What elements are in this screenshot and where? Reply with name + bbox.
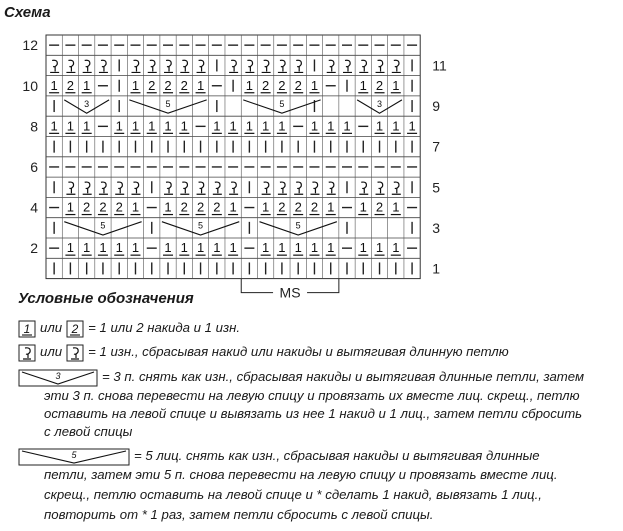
stitch-cell <box>262 60 271 72</box>
stitch-cell <box>375 200 385 215</box>
yarn-over-count: 2 <box>115 199 123 215</box>
stitch-cell <box>261 200 271 215</box>
stitch-cell <box>375 118 385 133</box>
stitch-cell <box>342 118 352 133</box>
stitch-cell <box>130 200 140 215</box>
stitch-cell <box>228 240 238 255</box>
row-number: 5 <box>432 179 441 196</box>
yarn-over-count: 2 <box>99 199 107 215</box>
legend-box-number: 1 <box>23 321 31 336</box>
row-number: 3 <box>432 219 441 236</box>
stitch-cell <box>309 118 319 133</box>
stitch-cell <box>326 240 336 255</box>
stitch-cell <box>293 240 303 255</box>
legend-symbol-icon <box>18 320 36 338</box>
elongated-stitch-mark <box>376 182 385 194</box>
yarn-over-count: 1 <box>164 240 172 256</box>
yarn-over-count: 1 <box>83 77 91 93</box>
yarn-over-count: 1 <box>408 118 416 134</box>
stitch-cell <box>114 200 124 215</box>
stitch-cell <box>180 60 189 72</box>
stitch-cell <box>115 182 124 194</box>
stitch-cell <box>376 182 385 194</box>
stitch-cell <box>83 182 92 194</box>
legend-item <box>18 318 240 338</box>
yarn-over-count: 1 <box>66 199 75 215</box>
legend-separator: или <box>40 344 63 359</box>
yarn-over-count: 2 <box>196 199 205 215</box>
yarn-over-count: 1 <box>245 77 253 93</box>
yarn-over-count: 2 <box>294 199 302 215</box>
yarn-over-count: 1 <box>359 199 367 215</box>
stitch-cell <box>65 78 75 93</box>
stitch-cell <box>294 60 303 72</box>
elongated-stitch-mark <box>376 60 385 72</box>
stitch-cell <box>293 200 303 215</box>
legend-decrease-icon <box>18 369 98 387</box>
legend-continuation <box>44 485 542 504</box>
decrease-bracket <box>129 99 206 113</box>
legend-text: = 1 изн., сбрасывая накид или накиды и вытягивая длинную петлю <box>88 344 509 359</box>
legend-text: = 1 или 2 накида и 1 изн. <box>88 320 241 335</box>
repeat-label: MS <box>279 284 301 301</box>
elongated-stitch-mark <box>164 182 173 194</box>
yarn-over-count: 1 <box>392 240 400 256</box>
elongated-stitch-mark <box>278 60 287 72</box>
elongated-stitch-mark <box>392 182 401 194</box>
stitch-cell <box>213 182 222 194</box>
stitch-cell <box>261 78 271 93</box>
elongated-stitch-mark <box>262 182 271 194</box>
yarn-over-count: 1 <box>83 118 91 134</box>
yarn-over-count: 1 <box>245 118 253 134</box>
yarn-over-count: 2 <box>278 77 286 93</box>
yarn-over-count: 1 <box>148 118 156 134</box>
yarn-over-count: 1 <box>327 199 335 215</box>
legend-title: Условные обозначения <box>18 290 194 307</box>
stitch-cell <box>99 182 108 194</box>
stitch-cell <box>326 118 336 133</box>
stitch-cell <box>65 200 75 215</box>
decrease-bracket <box>162 221 239 235</box>
stitch-cell <box>98 240 108 255</box>
yarn-over-count: 1 <box>131 77 140 93</box>
legend-text: с левой спицы <box>44 424 133 439</box>
yarn-over-count: 2 <box>180 77 188 93</box>
stitch-cell <box>130 118 140 133</box>
stitch-cell <box>375 240 385 255</box>
decrease-count: 3 <box>84 98 90 109</box>
legend-text: повторить от * 1 раз, затем петли сбросить с левой спицы. <box>44 507 434 522</box>
yarn-over-count: 1 <box>164 199 172 215</box>
stitch-cell <box>359 60 368 72</box>
stitch-cell <box>277 200 287 215</box>
stitch-cell <box>229 60 238 72</box>
elongated-stitch-mark <box>66 182 75 194</box>
legend-continuation <box>44 422 132 441</box>
decrease-count: 5 <box>100 220 106 231</box>
legend-text: = 5 лиц. снять как изн., сбрасывая накиды и вытягивая длинные <box>134 448 540 463</box>
stitch-cell <box>82 200 92 215</box>
stitch-cell <box>65 240 75 255</box>
decrease-count: 3 <box>377 98 383 109</box>
yarn-over-count: 1 <box>213 240 221 256</box>
stitch-cell <box>82 118 92 133</box>
legend-separator: или <box>40 320 63 335</box>
decrease-count: 5 <box>295 220 301 231</box>
legend-continuation <box>44 465 558 484</box>
yarn-over-count: 1 <box>196 77 205 93</box>
legend-symbol-icon <box>18 344 36 362</box>
stitch-cell <box>391 78 401 93</box>
stitch-cell <box>163 240 173 255</box>
decrease-bracket <box>243 99 320 113</box>
stitch-cell <box>180 182 189 194</box>
stitch-cell <box>358 78 368 93</box>
elongated-stitch-mark <box>66 60 75 72</box>
stitch-cell <box>131 60 140 72</box>
decrease-count: 3 <box>55 370 61 381</box>
stitch-cell <box>163 78 173 93</box>
stitch-cell <box>163 118 173 133</box>
legend-text: = 3 п. снять как изн., сбрасывая накиды и вытягивая длинные петли, затем <box>102 369 584 384</box>
yarn-over-count: 1 <box>229 240 237 256</box>
decrease-count: 5 <box>198 220 204 231</box>
elongated-stitch-mark <box>245 60 254 72</box>
elongated-stitch-mark <box>180 60 189 72</box>
yarn-over-count: 1 <box>115 240 123 256</box>
yarn-over-count: 1 <box>392 118 400 134</box>
row-number: 10 <box>22 77 38 94</box>
stitch-cell <box>114 240 124 255</box>
yarn-over-count: 1 <box>392 77 400 93</box>
stitch-cell <box>310 182 319 194</box>
stitch-cell <box>359 182 368 194</box>
stitch-cell <box>148 60 157 72</box>
yarn-over-count: 1 <box>66 118 75 134</box>
stitch-cell <box>407 118 417 133</box>
stitch-cell <box>391 240 401 255</box>
stitch-cell <box>196 78 206 93</box>
row-number: 1 <box>432 260 441 277</box>
yarn-over-count: 1 <box>99 240 107 256</box>
yarn-over-count: 2 <box>83 199 91 215</box>
stitch-cell <box>179 200 189 215</box>
stitch-cell <box>196 200 206 215</box>
legend-continuation <box>44 505 433 524</box>
yarn-over-count: 1 <box>262 199 270 215</box>
stitch-cell <box>327 60 336 72</box>
legend-box-number: 2 <box>71 321 79 336</box>
yarn-over-count: 1 <box>131 118 140 134</box>
stitch-cell <box>99 60 108 72</box>
stitch-cell <box>50 60 59 72</box>
stitch-cell <box>358 200 368 215</box>
stitch-cell <box>327 182 336 194</box>
stitch-cell <box>98 200 108 215</box>
stitch-cell <box>244 118 254 133</box>
yarn-over-count: 1 <box>375 240 384 256</box>
elongated-stitch-mark <box>327 182 336 194</box>
stitch-cell <box>244 78 254 93</box>
elongated-stitch-mark <box>99 60 108 72</box>
elongated-stitch-mark <box>131 182 140 194</box>
stitch-cell <box>82 240 92 255</box>
stitch-cell <box>293 78 303 93</box>
row-number: 4 <box>30 199 38 216</box>
elongated-stitch-mark <box>115 182 124 194</box>
elongated-stitch-mark <box>229 182 238 194</box>
decrease-bracket <box>64 221 141 235</box>
yarn-over-count: 2 <box>262 77 270 93</box>
stitch-cell <box>261 240 271 255</box>
elongated-stitch-mark <box>278 182 287 194</box>
chart-title: Схема <box>4 4 51 21</box>
yarn-over-count: 1 <box>278 118 286 134</box>
stitch-cell <box>278 60 287 72</box>
stitch-cell <box>262 182 271 194</box>
elongated-stitch-mark <box>343 60 352 72</box>
stitch-cell <box>294 182 303 194</box>
elongated-stitch-mark <box>50 60 59 72</box>
elongated-stitch-mark <box>359 182 368 194</box>
row-number: 12 <box>22 37 38 54</box>
stitch-cell <box>163 200 173 215</box>
stitch-cell <box>197 182 206 194</box>
stitch-cell <box>278 182 287 194</box>
stitch-cell <box>277 78 287 93</box>
yarn-over-count: 2 <box>164 77 172 93</box>
stitch-cell <box>277 118 287 133</box>
legend-item <box>18 446 540 466</box>
legend-text: эти 3 п. снова перевести на левую спицу и провязать их вместе лиц. скрещ., петлю <box>44 388 580 403</box>
row-number: 9 <box>432 98 441 115</box>
stitch-cell <box>229 182 238 194</box>
stitch-cell <box>277 240 287 255</box>
yarn-over-count: 1 <box>359 77 367 93</box>
stitch-cell <box>309 200 319 215</box>
elongated-stitch-mark <box>148 60 157 72</box>
stitch-cell <box>196 240 206 255</box>
yarn-over-count: 1 <box>310 240 319 256</box>
yarn-over-count: 2 <box>310 199 319 215</box>
yarn-over-count: 1 <box>327 118 335 134</box>
yarn-over-count: 1 <box>131 240 140 256</box>
stitch-cell <box>261 118 271 133</box>
yarn-over-count: 1 <box>229 199 237 215</box>
elongated-stitch-mark <box>180 182 189 194</box>
legend-decrease-icon <box>18 448 130 466</box>
stitch-cell <box>164 60 173 72</box>
stitch-cell <box>228 200 238 215</box>
yarn-over-count: 1 <box>83 240 91 256</box>
legend-text: петли, затем эти 5 п. снова перевести на левую спицу и провязать вместе лиц. <box>44 467 558 482</box>
stitch-cell <box>358 240 368 255</box>
elongated-stitch-mark <box>83 182 92 194</box>
stitch-cell <box>228 118 238 133</box>
yarn-over-count: 1 <box>327 240 335 256</box>
stitch-cell <box>147 78 157 93</box>
stitch-cell <box>212 118 222 133</box>
stitch-cell <box>164 182 173 194</box>
elongated-stitch-mark <box>327 60 336 72</box>
stitch-cell <box>392 60 401 72</box>
yarn-over-count: 2 <box>148 77 156 93</box>
yarn-over-count: 1 <box>50 118 58 134</box>
stitch-cell <box>376 60 385 72</box>
decrease-count: 5 <box>71 449 77 460</box>
decrease-count: 5 <box>165 98 171 109</box>
yarn-over-count: 2 <box>294 77 302 93</box>
yarn-over-count: 2 <box>375 77 384 93</box>
elongated-stitch-mark <box>294 60 303 72</box>
yarn-over-count: 1 <box>180 118 188 134</box>
yarn-over-count: 1 <box>262 118 270 134</box>
stitch-cell <box>197 60 206 72</box>
stitch-cell <box>83 60 92 72</box>
legend-text: скрещ., петлю оставить на левой спице и * сделать 1 накид, вывязать 1 лиц., <box>44 487 542 502</box>
elongated-stitch-mark <box>164 60 173 72</box>
legend-symbol-icon <box>66 320 84 338</box>
elongated-stitch-mark <box>310 182 319 194</box>
yarn-over-count: 1 <box>392 199 400 215</box>
stitch-cell <box>49 118 59 133</box>
yarn-over-count: 2 <box>66 77 75 93</box>
yarn-over-count: 1 <box>359 240 367 256</box>
stitch-cell <box>49 78 59 93</box>
decrease-bracket <box>260 221 337 235</box>
stitch-cell <box>65 118 75 133</box>
stitch-cell <box>179 240 189 255</box>
yarn-over-count: 1 <box>180 240 188 256</box>
stitch-cell <box>326 200 336 215</box>
stitch-cell <box>114 118 124 133</box>
stitch-cell <box>343 60 352 72</box>
elongated-stitch-mark <box>213 182 222 194</box>
elongated-stitch-mark <box>197 182 206 194</box>
stitch-cell <box>147 118 157 133</box>
elongated-stitch-mark <box>99 182 108 194</box>
stitch-cell <box>131 182 140 194</box>
yarn-over-count: 1 <box>294 240 302 256</box>
legend-continuation <box>44 386 580 405</box>
stitch-cell <box>245 60 254 72</box>
yarn-over-count: 1 <box>50 77 58 93</box>
yarn-over-count: 2 <box>180 199 188 215</box>
yarn-over-count: 1 <box>66 240 75 256</box>
yarn-over-count: 1 <box>343 118 351 134</box>
yarn-over-count: 1 <box>115 118 123 134</box>
decrease-bracket <box>357 99 402 113</box>
decrease-bracket <box>64 99 109 113</box>
stitch-cell <box>66 60 75 72</box>
stitch-cell <box>309 240 319 255</box>
elongated-stitch-mark <box>83 60 92 72</box>
yarn-over-count: 1 <box>262 240 270 256</box>
elongated-stitch-mark <box>392 60 401 72</box>
yarn-over-count: 1 <box>375 118 384 134</box>
elongated-stitch-mark <box>262 60 271 72</box>
legend-item <box>18 367 584 387</box>
stitch-cell <box>179 118 189 133</box>
yarn-over-count: 2 <box>213 199 221 215</box>
yarn-over-count: 1 <box>310 77 319 93</box>
stitch-cell <box>212 240 222 255</box>
elongated-stitch-mark <box>294 182 303 194</box>
stitch-cell <box>130 240 140 255</box>
yarn-over-count: 1 <box>229 118 237 134</box>
elongated-stitch-mark <box>197 60 206 72</box>
stitch-cell <box>309 78 319 93</box>
yarn-over-count: 1 <box>278 240 286 256</box>
yarn-over-count: 1 <box>131 199 140 215</box>
yarn-over-count: 2 <box>278 199 286 215</box>
stitch-cell <box>375 78 385 93</box>
stitch-cell <box>82 78 92 93</box>
yarn-over-count: 1 <box>213 118 221 134</box>
stitch-cell <box>392 182 401 194</box>
stitch-cell <box>130 78 140 93</box>
elongated-stitch-mark <box>229 60 238 72</box>
yarn-over-count: 1 <box>164 118 172 134</box>
legend-text: оставить на левой спице и вывязать из нее 1 накид и 1 лиц., затем петли сбросить <box>44 406 583 421</box>
row-number: 6 <box>30 158 38 175</box>
stitch-cell <box>391 200 401 215</box>
row-number: 2 <box>30 240 38 257</box>
row-number: 11 <box>432 57 447 74</box>
yarn-over-count: 1 <box>310 118 319 134</box>
stitch-cell <box>66 182 75 194</box>
stitch-cell <box>179 78 189 93</box>
row-number: 8 <box>30 118 38 135</box>
stitch-cell <box>212 200 222 215</box>
legend-symbol-icon <box>66 344 84 362</box>
elongated-stitch-mark <box>131 60 140 72</box>
yarn-over-count: 1 <box>196 240 205 256</box>
legend-item <box>18 342 509 362</box>
row-number: 7 <box>432 138 441 155</box>
stitch-cell <box>391 118 401 133</box>
legend-continuation <box>44 404 582 423</box>
decrease-count: 5 <box>279 98 285 109</box>
elongated-stitch-mark <box>359 60 368 72</box>
yarn-over-count: 2 <box>375 199 384 215</box>
